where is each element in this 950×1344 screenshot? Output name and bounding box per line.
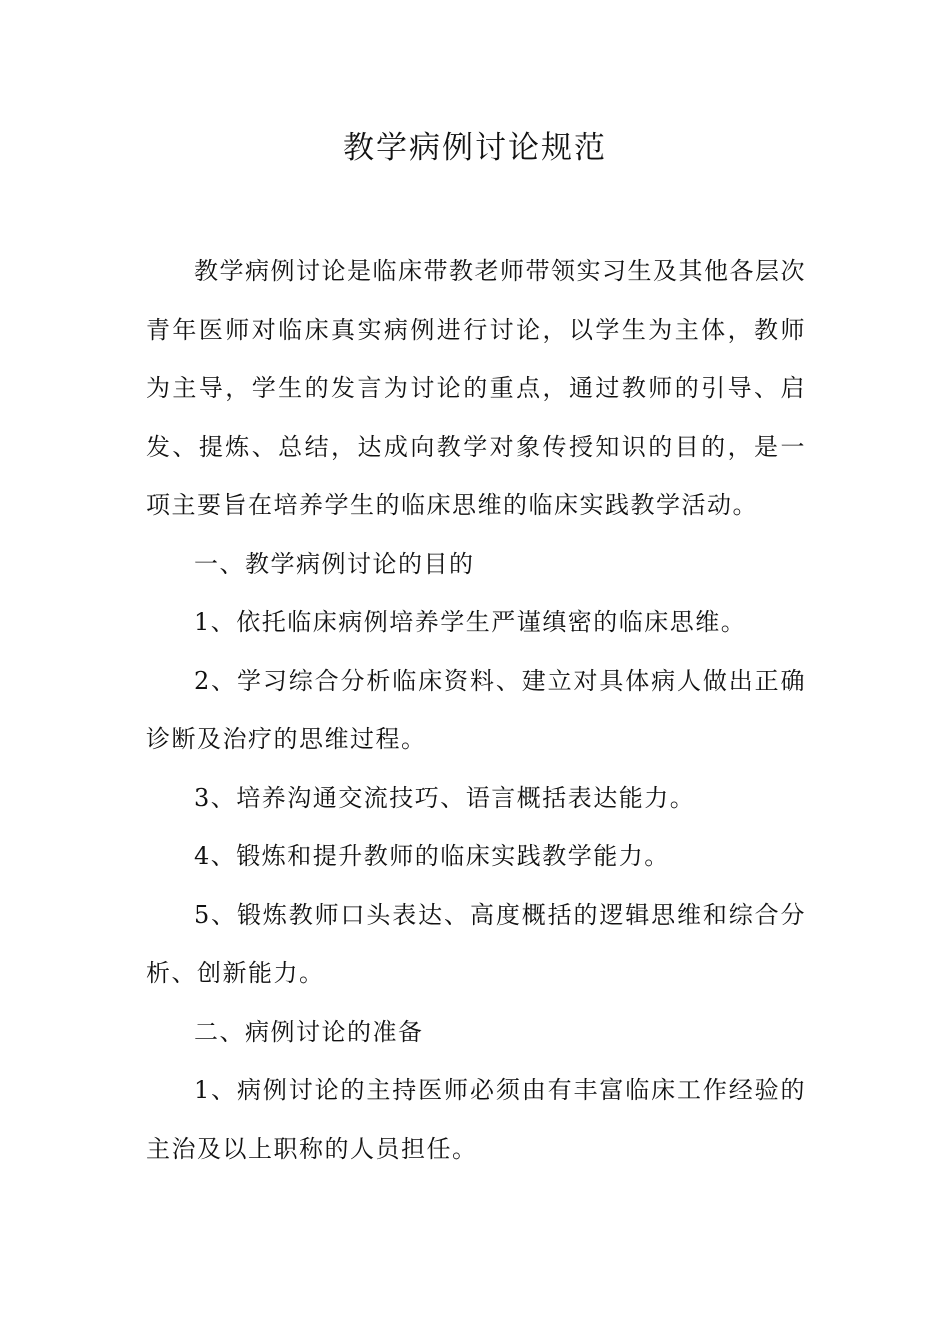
section-heading-preparation: 二、病例讨论的准备 <box>194 1017 424 1046</box>
list-item-purpose-2: 2、学习综合分析临床资料、建立对具体病人做出正确诊断及治疗的思维过程。 <box>146 666 806 753</box>
document-title: 教学病例讨论规范 <box>343 130 607 166</box>
list-item-purpose-5: 5、锻炼教师口头表达、高度概括的逻辑思维和综合分析、创新能力。 <box>146 900 806 987</box>
list-item-purpose-1: 1、依托临床病例培养学生严谨缜密的临床思维。 <box>194 608 747 636</box>
section-heading-purpose: 一、教学病例讨论的目的 <box>194 549 475 578</box>
list-item-preparation-1: 1、病例讨论的主持医师必须由有丰富临床工作经验的主治及以上职称的人员担任。 <box>146 1076 806 1163</box>
list-item-purpose-4: 4、锻炼和提升教师的临床实践教学能力。 <box>194 842 670 870</box>
document-body <box>146 242 806 1178</box>
paragraph-intro: 教学病例讨论是临床带教老师带领实习生及其他各层次青年医师对临床真实病例进行讨论，以学生为主体，教师为主导，学生的发言为讨论的重点，通过教师的引导、启发、提炼、总结，达成向教学对象传授知识的目的，是一项主要旨在培养学生的临床思维的临床实践教学活动。 <box>146 257 806 519</box>
list-item-purpose-3: 3、培养沟通交流技巧、语言概括表达能力。 <box>194 783 696 812</box>
